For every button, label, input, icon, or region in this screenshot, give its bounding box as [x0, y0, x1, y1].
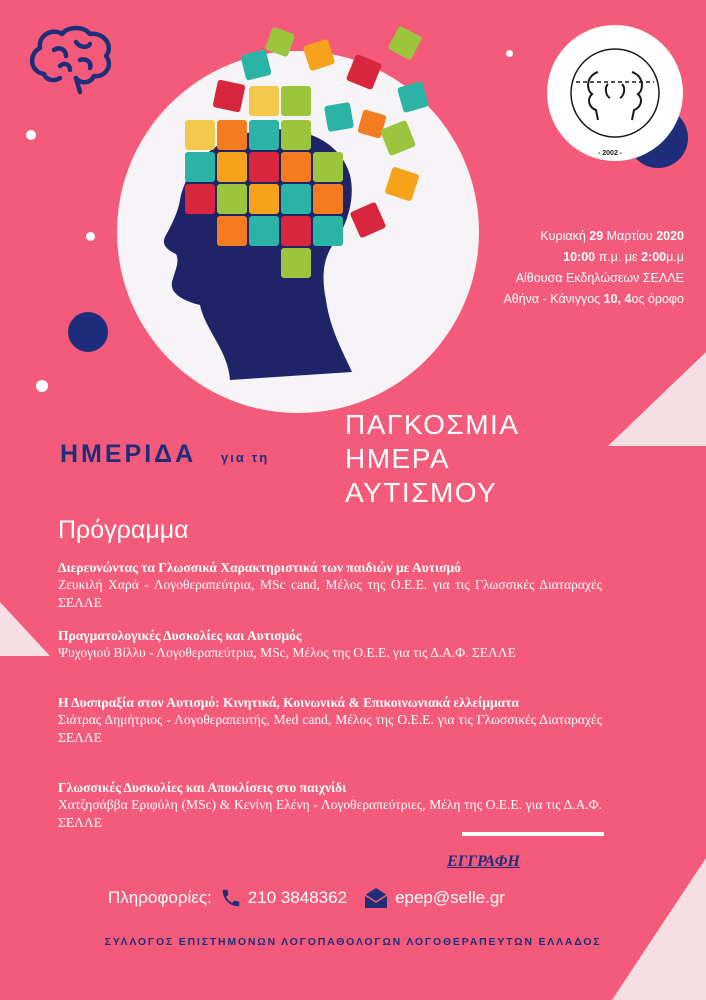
event-address: Αθήνα - Κάνιγγος 10, 4ος όροφο [503, 292, 684, 306]
event-date: Κυριακή 29 Μαρτίου 2020 [540, 229, 684, 243]
event-time: 10:00 π.μ. με 2:00μ.μ [563, 250, 684, 264]
contact-label: Πληροφορίες: [108, 888, 212, 907]
event-venue: Αίθουσα Εκδηλώσεων ΣΕΛΛΕ [515, 271, 684, 285]
contact-phone[interactable]: 210 3848362 [247, 888, 348, 907]
title-connector: για τη [221, 450, 270, 465]
logo-year: - 2002 - [598, 150, 623, 157]
email-icon [363, 887, 389, 909]
contact-email[interactable]: epep@selle.gr [395, 888, 505, 907]
session-item: Διερευνώντας τα Γλωσσικά Χαρακτηριστικά των παιδιών με Αυτισμό Ζευκιλή Χαρά - Λογοθεραπεύτρια, MSc cand, Μέλος της Ο.Ε.Ε. για τις Γλωσσικές Διαταραχές ΣΕΛΛΕ [58, 560, 602, 610]
brain-icon [24, 22, 116, 98]
session-item: Γλωσσικές Δυσκολίες και Αποκλίσεις στο παιχνίδι Χατζησάββα Εριφύλη (MSc) & Κενίνη Ελένη - Λογοθεραπεύτριες, Μέλη της Ο.Ε.Ε. για τις Δ.Α.Φ. ΣΕΛΛΕ [58, 780, 602, 830]
divider-bar [462, 832, 604, 836]
programme-heading: Πρόγραμμα [58, 516, 189, 544]
logo-seal [546, 24, 684, 162]
session-item: Η Δυσπραξία στον Αυτισμό: Κινητικά, Κοινωνικά & Επικοινωνιακά ελλείμματα Σιάτρας Δημήτριος - Λογοθεραπευτής, Med cand, Μέλος της Ο.Ε.Ε. για τις Γλωσσικές Διαταραχές ΣΕΛΛΕ [58, 695, 602, 745]
decor-triangle-bottom-right [612, 858, 706, 1000]
event-info [503, 226, 684, 310]
footer-organization: ΣΥΛΛΟΓΟΣ ΕΠΙΣΤΗΜΟΝΩΝ ΛΟΓΟΠΑΘΟΛΟΓΩΝ ΛΟΓΟΘΕΡΑΠΕΥΤΩΝ ΕΛΛΑΔΟΣ [104, 936, 602, 948]
contact-row [108, 884, 505, 912]
decor-triangle-left [0, 602, 50, 656]
title-world-day: ΠΑΓΚΟΣΜΙΑ ΗΜΕΡΑ ΑΥΤΙΣΜΟΥ [345, 409, 520, 508]
register-link[interactable]: ΕΓΓΡΑΦΗ [447, 853, 520, 870]
phone-icon [220, 887, 242, 909]
title-main: ΗΜΕΡΙΔΑ [60, 440, 197, 468]
session-item: Πραγματολογικές Δυσκολίες και Αυτισμός Ψυχογιού Βίλλυ - Λογοθεραπεύτρια, MSc, Μέλος της Ο.Ε.Ε. για τις Δ.Α.Φ. ΣΕΛΛΕ [58, 628, 516, 660]
